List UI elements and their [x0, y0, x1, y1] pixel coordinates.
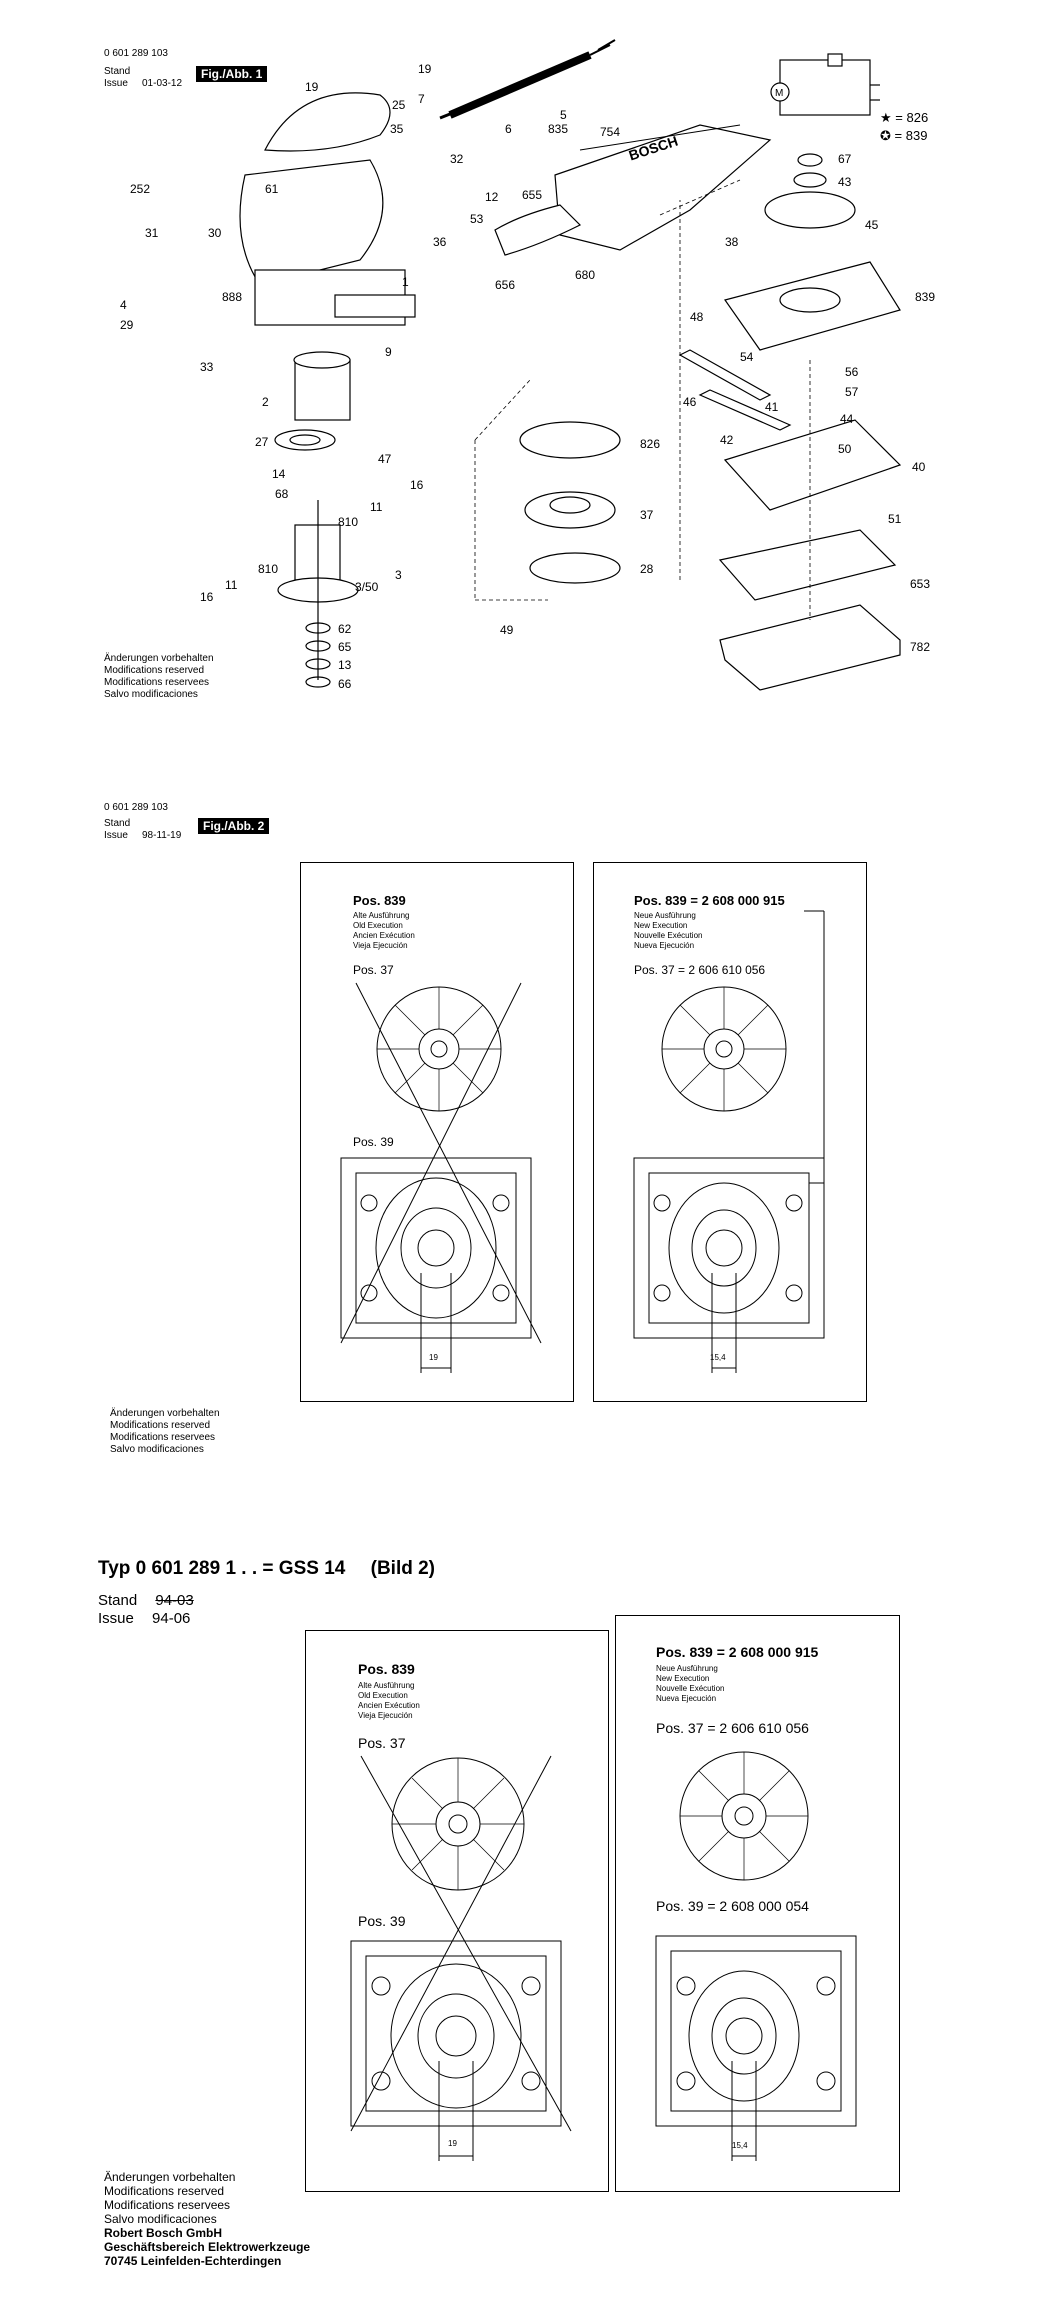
fig1-date: 01-03-12	[142, 78, 183, 89]
fig2-right-exec: Neue Ausführung New Execution Nouvelle Exécution Nueva Ejecución	[634, 911, 703, 950]
fig2-stand-label: Stand	[104, 818, 131, 829]
fig2-left-pos39: Pos. 39	[353, 1135, 394, 1149]
washer-27	[275, 430, 335, 450]
cover-25	[265, 93, 390, 151]
fig3-left-pos37: Pos. 37	[358, 1735, 406, 1751]
circuit-diagram	[771, 54, 880, 115]
fig3-left-drawing	[306, 1631, 608, 2191]
fig3-right-drawing	[616, 1616, 899, 2191]
legend-star: ★ = 826	[880, 110, 929, 125]
fig3-right-exec: Neue Ausführung New Execution Nouvelle Exécution Nueva Ejecución	[656, 1664, 725, 1703]
brand-label: BOSCH	[626, 132, 680, 164]
fig2-date: 98-11-19	[142, 830, 182, 841]
nameplate-9	[335, 295, 415, 317]
fig1-figure-tag: Fig./Abb. 1	[196, 66, 267, 82]
fig3-title: Typ 0 601 289 1 . . = GSS 14 (Bild 2)	[98, 1558, 436, 1579]
plate-40	[725, 420, 900, 510]
fig2-changes-note: Änderungen vorbehalten Modifications reserved Modifications reservees Salvo modificaciones	[110, 1408, 220, 1455]
fig2-doc-number: 0 601 289 103	[104, 802, 168, 813]
fig3-left-exec: Alte Ausführung Old Execution Ancien Exécution Vieja Ejecución	[358, 1681, 420, 1720]
fig1-changes-note: Änderungen vorbehalten Modifications reserved Modifications reservees Salvo modificaciones	[104, 653, 214, 700]
gasket-28	[530, 553, 620, 583]
fig3-left-dim: 19	[448, 2139, 457, 2148]
fig2-old-execution-frame	[300, 862, 574, 1402]
fig2-right-title: Pos. 839 = 2 608 000 915	[634, 893, 785, 908]
fig1-issue-label: Issue	[104, 78, 128, 89]
pad-782	[720, 605, 900, 690]
dust-tube-655	[495, 205, 580, 255]
fig2-issue-label: Issue	[104, 830, 128, 841]
fig3-right-pos37: Pos. 37 = 2 606 610 056	[656, 1720, 809, 1736]
fig3-right-title: Pos. 839 = 2 608 000 915	[656, 1644, 819, 1660]
fig2-left-drawing	[301, 863, 573, 1401]
legend-circle-star: ✪ = 839	[880, 128, 928, 143]
fig2-right-drawing	[594, 863, 866, 1401]
fig2-new-execution-frame	[593, 862, 867, 1402]
fig1-stand-label: Stand	[104, 66, 131, 77]
fig3-issue: Issue 94-06	[98, 1610, 191, 1627]
svg-text:M: M	[775, 88, 784, 99]
clamp-46	[680, 350, 770, 400]
fig3-left-title: Pos. 839	[358, 1661, 415, 1677]
fig2-right-pos37: Pos. 37 = 2 606 610 056	[634, 963, 766, 977]
fig2-left-pos37: Pos. 37	[353, 963, 394, 977]
fig3-left-pos39: Pos. 39	[358, 1913, 406, 1929]
fig3-old-execution-frame	[305, 1630, 609, 2192]
fig2-left-title: Pos. 839	[353, 893, 406, 908]
fig3-right-dim: 15,4	[732, 2141, 748, 2150]
fig2-right-dim: 15,4	[710, 1353, 726, 1362]
exploded-view-drawing	[0, 0, 1050, 720]
housing	[240, 160, 383, 285]
pad-base-839	[725, 262, 900, 350]
field-coil-2	[295, 360, 350, 420]
fig3-new-execution-frame	[615, 1615, 900, 2192]
fig3-stand: Stand 94-03	[98, 1592, 194, 1609]
fig3-right-pos39: Pos. 39 = 2 608 000 054	[656, 1898, 809, 1914]
fig3-footer: Änderungen vorbehalten Modifications reserved Modifications reservees Salvo modificaciones Robert Bosch GmbH Geschäftsbereich Elektrowerkzeuge 70745 Leinfelden-Echterdingen	[104, 2170, 311, 2268]
bearing-housing-826	[520, 422, 620, 458]
fig2-figure-tag: Fig./Abb. 2	[198, 818, 269, 834]
fig2-left-exec: Alte Ausführung Old Execution Ancien Exécution Vieja Ejecución	[353, 911, 415, 950]
fig2-left-dim: 19	[429, 1353, 438, 1362]
power-cable	[450, 55, 590, 115]
fig1-doc-number: 0 601 289 103	[104, 48, 168, 59]
sheet-653	[720, 530, 895, 600]
ring-45	[765, 192, 855, 228]
